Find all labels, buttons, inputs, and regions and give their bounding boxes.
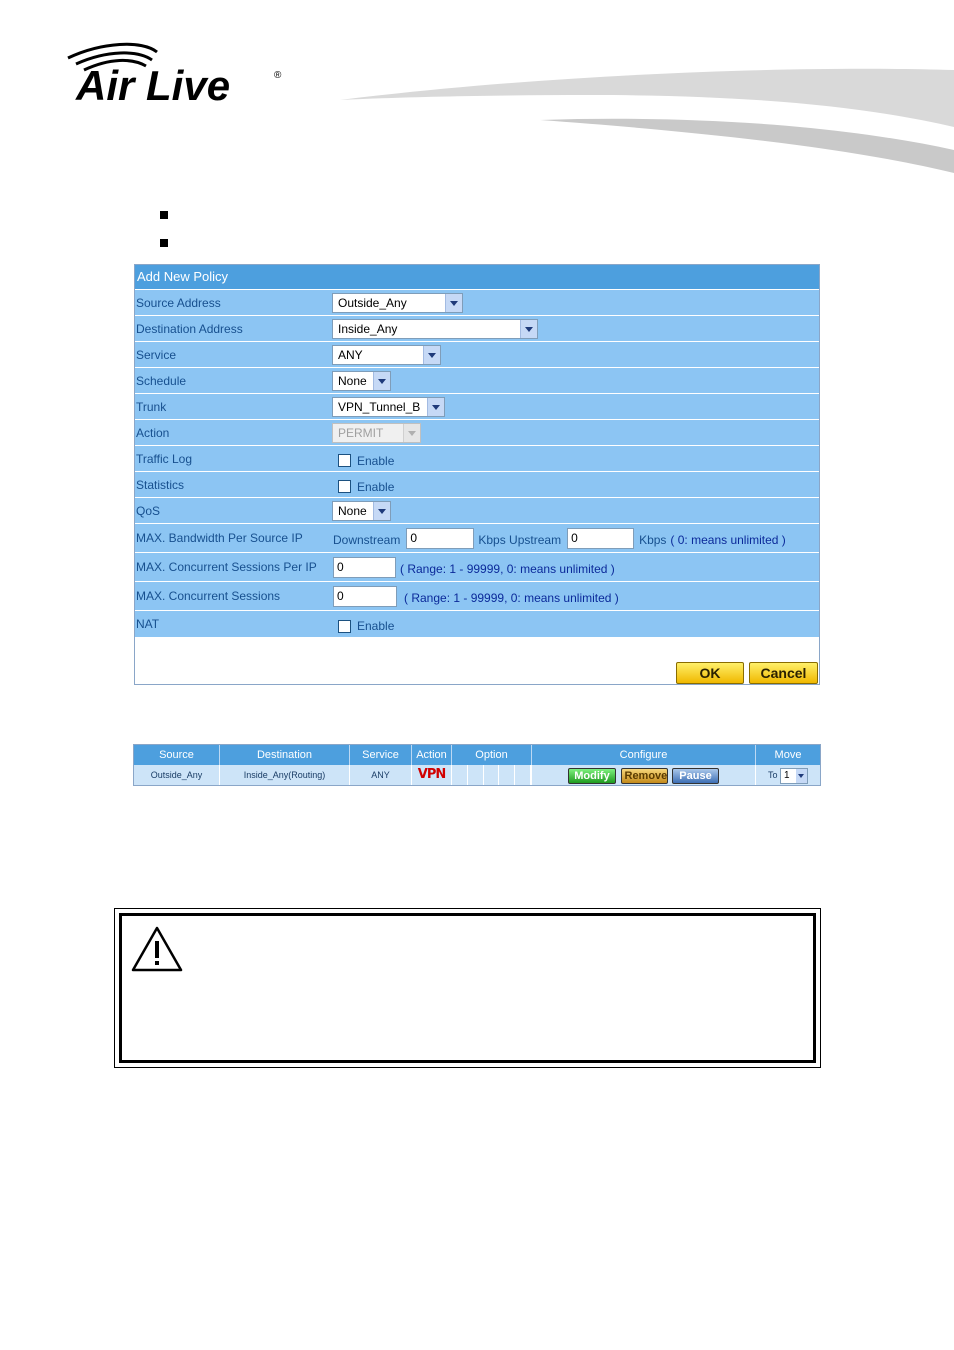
row-move — [756, 765, 820, 785]
traffic-log-enable-label: Enable — [357, 453, 395, 468]
trunk-select[interactable] — [332, 397, 445, 417]
upstream-label: Kbps Upstream — [478, 533, 562, 547]
service-select[interactable] — [332, 345, 441, 365]
downstream-label: Downstream — [333, 533, 401, 547]
max-sessions-input[interactable]: 0 — [333, 586, 397, 607]
move-to-select[interactable] — [780, 768, 808, 784]
row-traffic-log — [135, 446, 819, 471]
add-new-policy-form — [134, 264, 820, 685]
airlive-logo — [62, 40, 292, 108]
chevron-down-icon[interactable] — [796, 769, 807, 783]
row-source-address — [135, 290, 819, 315]
chevron-down-icon[interactable] — [520, 320, 537, 338]
bandwidth-unit-label: Kbps — [639, 533, 667, 547]
max-sessions-label: MAX. Concurrent Sessions — [136, 589, 281, 603]
traffic-log-label: Traffic Log — [136, 451, 193, 466]
policy-list-header — [134, 745, 820, 765]
row-service — [135, 342, 819, 367]
qos-value: None — [338, 503, 367, 518]
qos-select[interactable] — [332, 501, 391, 521]
table-row — [134, 765, 820, 785]
bullet-1 — [160, 211, 168, 219]
destination-address-select[interactable] — [332, 319, 538, 339]
logo-text: Air Live — [76, 62, 231, 108]
max-sessions-per-ip-label: MAX. Concurrent Sessions Per IP — [136, 560, 317, 574]
action-value: PERMIT — [338, 425, 384, 440]
source-address-label: Source Address — [136, 295, 221, 310]
modify-button[interactable]: Modify — [568, 768, 616, 784]
row-service: ANY — [350, 765, 412, 785]
statistics-enable-label: Enable — [357, 479, 395, 494]
source-address-value: Outside_Any — [338, 295, 407, 310]
row-option — [452, 765, 532, 785]
trunk-value: VPN_Tunnel_B — [338, 399, 421, 414]
header-service: Service — [350, 745, 412, 765]
max-bandwidth-label: MAX. Bandwidth Per Source IP — [136, 531, 303, 545]
row-schedule — [135, 368, 819, 393]
chevron-down-icon[interactable] — [373, 372, 390, 390]
chevron-down-icon — [403, 424, 420, 442]
vpn-icon — [412, 765, 452, 785]
row-trunk — [135, 394, 819, 419]
schedule-value: None — [338, 373, 367, 388]
cancel-button[interactable]: Cancel — [749, 662, 818, 684]
warning-box-inner — [119, 913, 816, 1063]
row-destination-address — [135, 316, 819, 341]
header-move: Move — [774, 749, 802, 761]
row-destination: Inside_Any(Routing) — [220, 765, 350, 785]
header-configure: Configure — [532, 745, 756, 765]
row-statistics — [135, 472, 819, 497]
registered-mark: ® — [274, 70, 282, 81]
warning-triangle-icon — [130, 925, 184, 973]
nat-enable-label: Enable — [357, 619, 395, 633]
source-address-select[interactable] — [332, 293, 463, 313]
policy-list — [133, 744, 821, 786]
row-qos — [135, 498, 819, 523]
chevron-down-icon[interactable] — [373, 502, 390, 520]
header-source: Source — [134, 745, 220, 765]
upstream-input[interactable]: 0 — [567, 528, 634, 549]
chevron-down-icon[interactable] — [423, 346, 440, 364]
chevron-down-icon[interactable] — [427, 398, 444, 416]
max-sessions-per-ip-hint: ( Range: 1 - 99999, 0: means unlimited ) — [400, 562, 615, 576]
header-option: Option — [452, 745, 532, 765]
header-action: Action — [412, 745, 452, 765]
row-max-bandwidth — [135, 524, 819, 552]
ok-button[interactable]: OK — [676, 662, 744, 684]
vpn-badge: VPN — [417, 767, 446, 782]
pause-button[interactable]: Pause — [672, 768, 719, 784]
form-title: Add New Policy — [135, 265, 819, 289]
remove-button[interactable]: Remove — [621, 768, 668, 784]
schedule-select[interactable] — [332, 371, 391, 391]
row-action — [135, 420, 819, 445]
row-nat — [135, 611, 819, 637]
chevron-down-icon[interactable] — [445, 294, 462, 312]
move-to-label: To — [767, 770, 778, 780]
action-select — [332, 423, 421, 443]
header-destination: Destination — [220, 745, 350, 765]
downstream-input[interactable]: 0 — [406, 528, 474, 549]
row-source: Outside_Any — [134, 765, 220, 785]
statistics-checkbox[interactable] — [338, 480, 351, 493]
traffic-log-checkbox[interactable] — [338, 454, 351, 467]
row-max-sessions-per-ip — [135, 553, 819, 581]
nat-checkbox[interactable] — [338, 620, 351, 633]
destination-address-value: Inside_Any — [338, 321, 398, 336]
schedule-label: Schedule — [136, 373, 187, 388]
move-to-value: 1 — [784, 769, 790, 781]
service-label: Service — [136, 347, 177, 362]
row-configure — [532, 765, 756, 785]
nat-label: NAT — [136, 617, 160, 631]
trunk-label: Trunk — [136, 399, 167, 414]
header-swoosh — [340, 65, 954, 180]
action-label: Action — [136, 425, 170, 440]
max-sessions-per-ip-input[interactable]: 0 — [333, 557, 396, 578]
destination-address-label: Destination Address — [136, 321, 243, 336]
statistics-label: Statistics — [136, 477, 185, 492]
warning-box — [114, 908, 821, 1068]
qos-label: QoS — [136, 503, 161, 518]
row-max-sessions — [135, 582, 819, 610]
max-sessions-hint: ( Range: 1 - 99999, 0: means unlimited ) — [404, 591, 619, 605]
bullet-2 — [160, 239, 168, 247]
bandwidth-hint: ( 0: means unlimited ) — [670, 533, 786, 547]
service-value: ANY — [338, 347, 363, 362]
